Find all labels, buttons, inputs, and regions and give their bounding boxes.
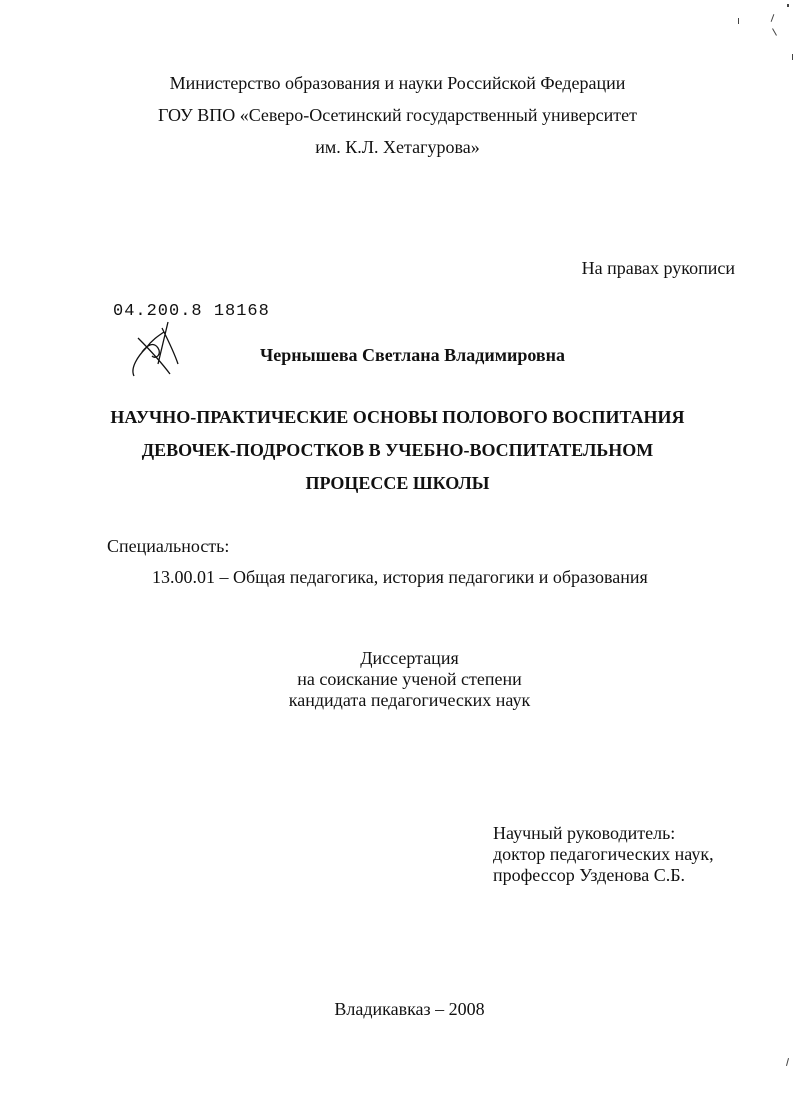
university-line: ГОУ ВПО «Северо-Осетинский государственный университет xyxy=(158,105,637,125)
scan-artifact xyxy=(786,1058,789,1066)
scan-artifact xyxy=(738,18,739,24)
title-line-2: ДЕВОЧЕК-ПОДРОСТКОВ В УЧЕБНО-ВОСПИТАТЕЛЬНОМ xyxy=(141,440,654,460)
dissertation-line-3: кандидата педагогических наук xyxy=(288,690,531,710)
supervisor-line-1: Научный руководитель: xyxy=(493,823,676,843)
title-line-3: ПРОЦЕССЕ ШКОЛЫ xyxy=(305,473,490,493)
ministry-line: Министерство образования и науки Российской Федерации xyxy=(169,73,626,93)
manuscript-note: На правах рукописи xyxy=(581,258,735,278)
author-name: Чернышева Светлана Владимировна xyxy=(260,345,565,365)
scan-artifact xyxy=(771,14,775,22)
signature-icon xyxy=(128,318,188,380)
specialty-label: Специальность: xyxy=(107,536,230,556)
university-name-line: им. К.Л. Хетагурова» xyxy=(315,137,480,157)
scan-artifact xyxy=(772,28,777,35)
title-line-1: НАУЧНО-ПРАКТИЧЕСКИЕ ОСНОВЫ ПОЛОВОГО ВОСПИТАНИЯ xyxy=(110,407,685,427)
city-year: Владикавказ – 2008 xyxy=(334,999,485,1019)
dissertation-line-2: на соискание ученой степени xyxy=(297,669,522,689)
supervisor-line-3: профессор Узденова С.Б. xyxy=(493,865,686,885)
registration-stamp: 04.200.8 18168 xyxy=(113,302,270,321)
scan-artifact xyxy=(792,54,793,60)
scan-artifact xyxy=(787,4,789,7)
specialty-value: 13.00.01 – Общая педагогика, история педагогики и образования xyxy=(152,567,648,587)
dissertation-line-1: Диссертация xyxy=(360,648,459,668)
supervisor-line-2: доктор педагогических наук, xyxy=(493,844,714,864)
